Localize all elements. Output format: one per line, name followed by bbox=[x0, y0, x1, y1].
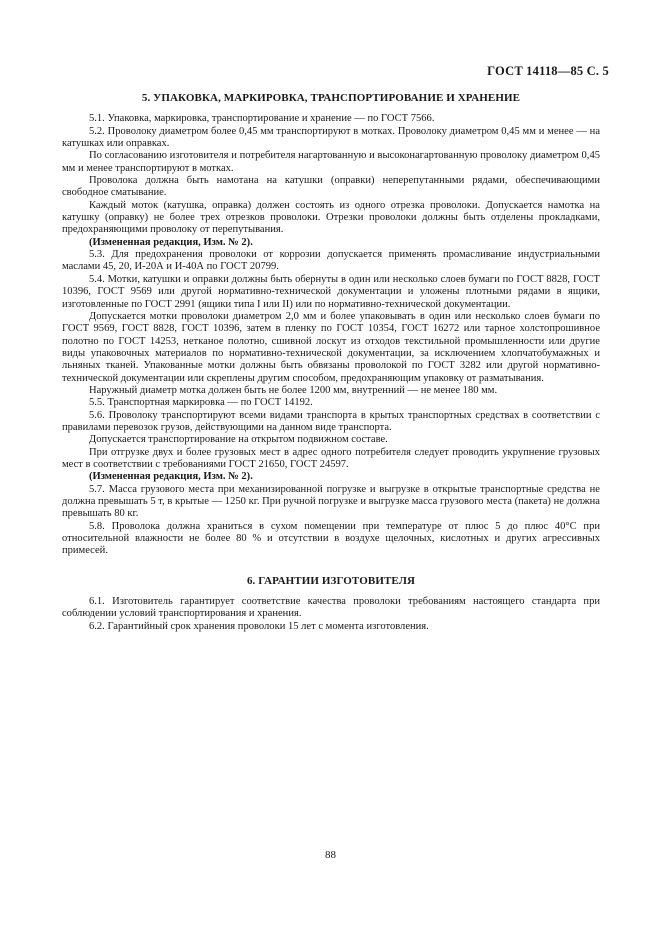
paragraph-5-7: 5.7. Масса грузового места при механизированной погрузке и выгрузке в открытые транспортные средства не должна превышать 5 т, в крытые — 1250 кг. При ручной погрузке и выгрузке масса грузового места (пакета) не должна превышать 80 кг. bbox=[62, 483, 600, 520]
paragraph-5-4-diameter: Наружный диаметр мотка должен быть не более 1200 мм, внутренний — не менее 180 мм. bbox=[89, 384, 498, 396]
section-5-title: 5. УПАКОВКА, МАРКИРОВКА, ТРАНСПОРТИРОВАНИЕ И ХРАНЕНИЕ bbox=[141, 92, 521, 104]
edition-note-1: (Измененная редакция, Изм. № 2). bbox=[89, 236, 253, 248]
paragraph-5-6-consolidation: При отгрузке двух и более грузовых мест в адрес одного потребителя следует проводить укрупнение грузовых мест в соответствии с требованиями ГОСТ 21650, ГОСТ 24597. bbox=[62, 446, 600, 470]
paragraph-5-6: 5.6. Проволоку транспортируют всеми видами транспорта в крытых транспортных средствах в соответствии с правилами перевозок грузов, действующими на данном виде транспорта. bbox=[62, 409, 600, 433]
paragraph-5-4-packing: Допускается мотки проволоки диаметром 2,0 мм и более упаковывать в один или несколько слоев бумаги по ГОСТ 9569, ГОСТ 8828, ГОСТ 10396, затем в пленку по ГОСТ 10354, ГОСТ 16272 или тарное холстопрошивное полотно по ГОСТ 14253, нетканое полотно, сшивной лоскут из отходов текстильной промышленности или другие виды упаковочных материалов по нормативно-технической документации, за исключением хлопчатобумажных и льняных тканей. Упакованные мотки должны быть обвязаны проволокой по ГОСТ 3282 или другой нормативно-технической документации или скреплены другим способом, предохраняющим упаковку от разматывания. bbox=[62, 310, 600, 384]
paragraph-5-2-winding: Проволока должна быть намотана на катушки (оправки) неперепутанными рядами, обеспечивающими свободное сматывание. bbox=[62, 175, 600, 199]
document-body bbox=[62, 92, 600, 633]
paragraph-6-1: 6.1. Изготовитель гарантирует соответствие качества проволоки требованиям настоящего стандарта при соблюдении условий транспортирования и хранения. bbox=[62, 596, 600, 620]
paragraph-5-5: 5.5. Транспортная маркировка — по ГОСТ 14192. bbox=[89, 397, 313, 409]
section-6-title: 6. ГАРАНТИИ ИЗГОТОВИТЕЛЯ bbox=[246, 574, 416, 587]
paragraph-5-6-open: Допускается транспортирование на открытом подвижном составе. bbox=[89, 434, 388, 446]
paragraph-5-2: 5.2. Проволоку диаметром более 0,45 мм транспортируют в мотках. Проволоку диаметром 0,45 мм и менее — на катушках или оправках. bbox=[62, 125, 600, 150]
paragraph-6-2: 6.2. Гарантийный срок хранения проволоки 15 лет с момента изготовления. bbox=[89, 620, 429, 632]
paragraph-5-1: 5.1. Упаковка, маркировка, транспортирование и хранение — по ГОСТ 7566. bbox=[89, 113, 435, 125]
paragraph-5-3: 5.3. Для предохранения проволоки от коррозии допускается применять промасливание индустриальными маслами 45, 20, И-20А и И-40А по ГОСТ 20799. bbox=[62, 249, 600, 273]
paragraph-5-2-agreement: По согласованию изготовителя и потребителя нагартованную и высоконагартованную проволоку диаметром 0,45 мм и менее транспортируют в мотках. bbox=[62, 150, 600, 174]
document-header: ГОСТ 14118—85 С. 5 bbox=[487, 64, 609, 78]
edition-note-2: (Измененная редакция, Изм. № 2). bbox=[89, 471, 253, 483]
paragraph-5-4: 5.4. Мотки, катушки и оправки должны быть обернуты в один или несколько слоев бумаги по ГОСТ 8828, ГОСТ 10396, ГОСТ 9569 или другой нормативно-технической документации и уложены плотными рядами в ящики, изготовленные по ГОСТ 2991 (ящики типа I или II) или по нормативно-технической документации. bbox=[62, 273, 600, 310]
page-number: 88 bbox=[325, 849, 336, 861]
paragraph-5-8: 5.8. Проволока должна храниться в сухом помещении при температуре от плюс 5 до плюс 40°С при относительной влажности не более 80 % и отсутствии в воздухе щелочных, кислотных и других агрессивных примесей. bbox=[62, 520, 600, 557]
paragraph-5-2-coil: Каждый моток (катушка, оправка) должен состоять из одного отрезка проволоки. Допускается намотка на катушку (оправку) не более трех отрезков проволоки. Отрезки проволоки должны быть отделены прокладками, предохраняющими проволоку от перепутывания. bbox=[62, 199, 600, 236]
